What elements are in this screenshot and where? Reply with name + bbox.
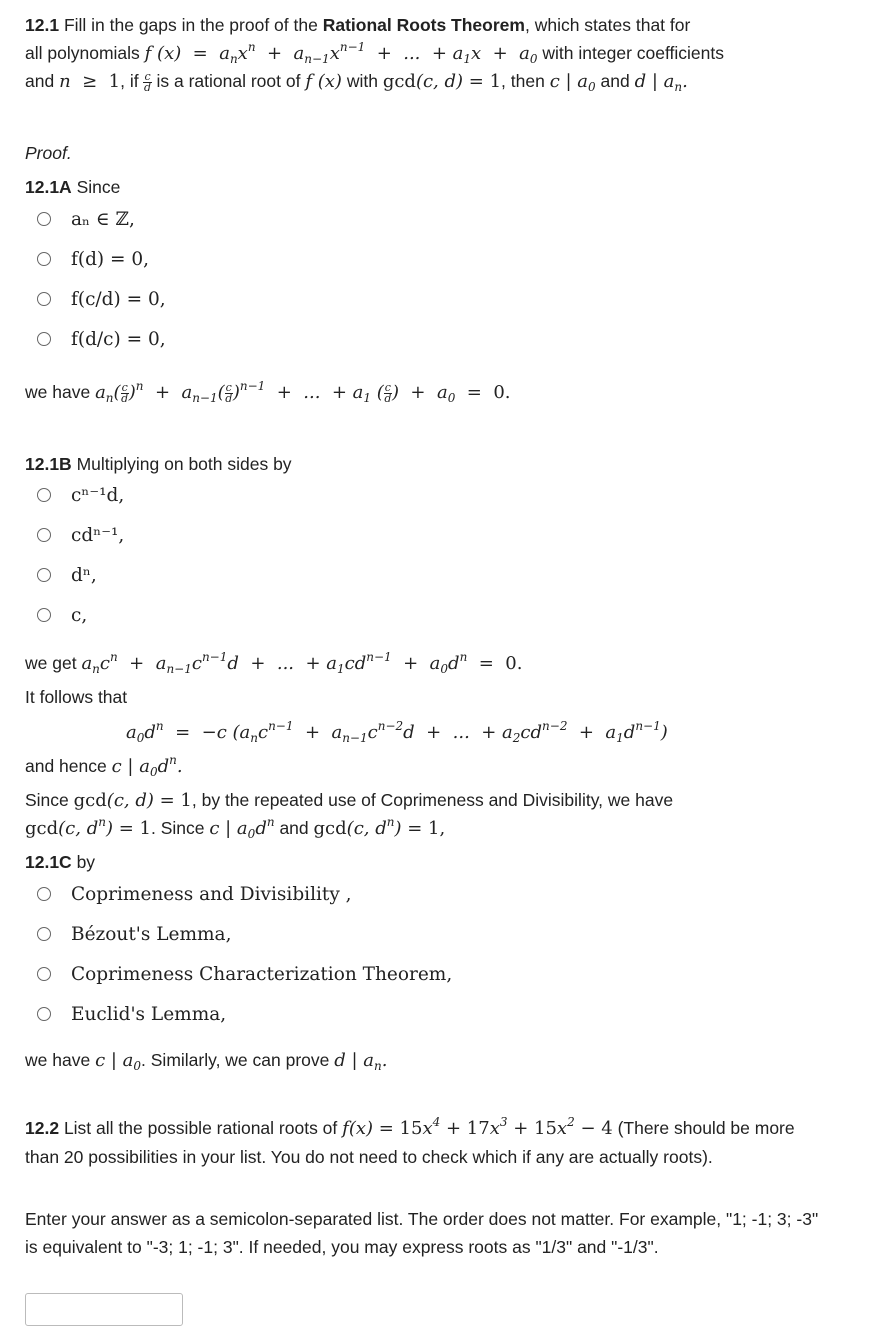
option-label: f(d) = 0, — [71, 248, 150, 270]
option-label: f(d/c) = 0, — [71, 328, 166, 350]
line3-mid: is a rational root of — [156, 71, 301, 91]
line3-and: and — [25, 71, 55, 91]
question-number: 12.1 — [25, 15, 60, 35]
part-b-option-4[interactable] — [37, 600, 87, 630]
gcd-cdn-math: gcd(c, $d^n) = 1$ — [25, 815, 151, 839]
part-a-option-4[interactable] — [37, 324, 166, 354]
option-label: f(c/d) = 0, — [71, 288, 166, 310]
question-intro-rest: , which states that for — [524, 15, 691, 35]
radio-button[interactable] — [37, 212, 51, 226]
c-divides-math: c | $a_0d^n$ — [209, 815, 275, 841]
part-b-lead: Multiplying on both sides by — [76, 454, 292, 474]
part-b-option-3[interactable] — [37, 560, 97, 590]
part-b-heading — [25, 450, 826, 478]
theorem-name: Rational Roots Theorem — [322, 15, 525, 35]
option-label: cⁿ⁻¹d, — [71, 484, 125, 506]
option-label: Euclid's Lemma, — [71, 1003, 227, 1025]
question-12-2-text — [25, 1114, 825, 1171]
part-a-option-3[interactable] — [37, 284, 166, 314]
part-b-result — [25, 649, 826, 678]
option-label: Bézout's Lemma, — [71, 923, 232, 945]
part-b-equation: $a_nc^n + a_{n-1}c^{n-1}d$ + ... + $a_1cd^{n-1} + a_0d^n = 0$. — [81, 650, 523, 676]
c-divides-a0-math-2: c | $a_0$ — [95, 1050, 142, 1073]
option-label: aₙ ∈ ℤ, — [71, 208, 135, 230]
since-text: Since — [25, 790, 69, 810]
part-b-after: we get — [25, 653, 77, 673]
part-a-option-1[interactable] — [37, 204, 135, 234]
part-a-label: 12.1A — [25, 177, 72, 197]
part-a-equation: $a_n$( $\frac{c}{d}$ )$^n + a_{n-1}$( $\frac{c}{d}$ )$^{n-1}$ + ... + $a_1$ ( $\frac{c}{d}$ ) + $a_0 = 0$. — [95, 379, 511, 405]
c-over-d-frac: $\frac{c}{d}$ — [144, 69, 152, 94]
radio-button[interactable] — [37, 568, 51, 582]
part-c-result — [25, 1046, 826, 1075]
radio-button[interactable] — [37, 927, 51, 941]
question-12-2-text-b: (There should be more than 20 possibilities in your list. You do not need to check which if any are actually roots). — [25, 1118, 795, 1167]
hence-line — [25, 752, 826, 781]
part-c-heading — [25, 848, 826, 876]
line3-with: with — [346, 71, 378, 91]
question-12-1-line1 — [25, 11, 826, 39]
answer-input[interactable] — [25, 1293, 183, 1326]
radio-button[interactable] — [37, 608, 51, 622]
question-12-1-line2 — [25, 39, 826, 68]
part-c-lead: by — [76, 852, 96, 872]
radio-button[interactable] — [37, 292, 51, 306]
gcd-cdn-math-2: gcd(c, $d^n) = 1$, — [313, 815, 446, 839]
gcd-math: gcd(c, d) = 1 — [382, 71, 502, 92]
option-label: Coprimeness and Divisibility , — [71, 883, 352, 905]
line2-post: with integer coefficients — [542, 43, 724, 63]
follows-equation: $a_0d^n = -c$ ($a_nc^{n-1} + a_{n-1}c^{n-2}d$ + ... + $a_2cd^{n-2} + a_1d^{n-1}$) — [126, 719, 668, 745]
gcd-line-2 — [25, 814, 826, 843]
radio-button[interactable] — [37, 252, 51, 266]
proof-label: Proof. — [25, 143, 72, 163]
follows-text: It follows that — [25, 687, 128, 707]
d-divides-an-math-2: d | $a_n$. — [334, 1050, 388, 1073]
part-c-label: 12.1C — [25, 852, 72, 872]
polynomial-math: f $(x) = a_nx^n + a_{n-1}x^{n-1}$ + ... + $a_1x + a_0$ — [144, 40, 538, 66]
since-text-3: . Since — [150, 818, 205, 838]
c-divides-a0dn-math: c | $a_0d^n$. — [111, 753, 183, 779]
since-text-2: , by the repeated use of Coprimeness and Divisibility, we have — [191, 790, 674, 810]
f-122-math: $f(x) = 15x^4 + 17x^3 + 15x^2 - 4$ — [342, 1115, 613, 1139]
part-a-option-2[interactable] — [37, 244, 149, 274]
radio-button[interactable] — [37, 528, 51, 542]
d-divides-an-math: d | $a_n$. — [634, 71, 688, 94]
part-b-label: 12.1B — [25, 454, 72, 474]
part-a-result — [25, 378, 826, 407]
part-c-option-3[interactable] — [37, 959, 452, 989]
part-b-option-2[interactable] — [37, 520, 124, 550]
radio-button[interactable] — [37, 332, 51, 346]
part-a-lead: Since — [76, 177, 121, 197]
part-c-option-4[interactable] — [37, 999, 226, 1029]
question-12-2-text-a: List all the possible rational roots of — [63, 1118, 338, 1138]
radio-button[interactable] — [37, 887, 51, 901]
question-12-1-line3 — [25, 67, 826, 96]
part-c-after: we have — [25, 1050, 91, 1070]
radio-button[interactable] — [37, 1007, 51, 1021]
gcd-cd-math: gcd(c, d) = 1 — [73, 790, 192, 811]
hence-text: and hence — [25, 756, 107, 776]
question-12-2-instructions: Enter your answer as a semicolon-separated list. The order does not matter. For example, "1; -1; 3; -3" is equivalent to "-3; 1; -1; 3". If needed, you may express roots as "1/3" and "-1/3". — [25, 1209, 819, 1257]
line3-then: , then — [501, 71, 545, 91]
line2-pre: all polynomials — [25, 43, 140, 63]
c-divides-a0-math: c | $a_0$ — [549, 71, 596, 94]
gcd-line-1 — [25, 786, 826, 815]
line3-and2: and — [600, 71, 630, 91]
option-label: cdⁿ⁻¹, — [71, 524, 125, 546]
part-c-option-2[interactable] — [37, 919, 231, 949]
part-c-after2: . Similarly, we can prove — [141, 1050, 330, 1070]
option-label: dⁿ, — [71, 564, 97, 586]
n-geq-1-math: n ≥ 1 — [59, 71, 121, 92]
part-b-option-1[interactable] — [37, 480, 124, 510]
question-intro: Fill in the gaps in the proof of the — [63, 15, 318, 35]
radio-button[interactable] — [37, 967, 51, 981]
and-text: and — [279, 818, 309, 838]
option-label: c, — [71, 604, 88, 626]
option-label: Coprimeness Characterization Theorem, — [71, 963, 453, 985]
part-a-after: we have — [25, 382, 91, 402]
part-c-option-1[interactable] — [37, 879, 352, 909]
radio-button[interactable] — [37, 488, 51, 502]
line3-if: , if — [120, 71, 139, 91]
f-x-math: f (x) — [305, 71, 342, 92]
question-number-12-2: 12.2 — [25, 1118, 60, 1138]
part-a-heading — [25, 173, 826, 201]
